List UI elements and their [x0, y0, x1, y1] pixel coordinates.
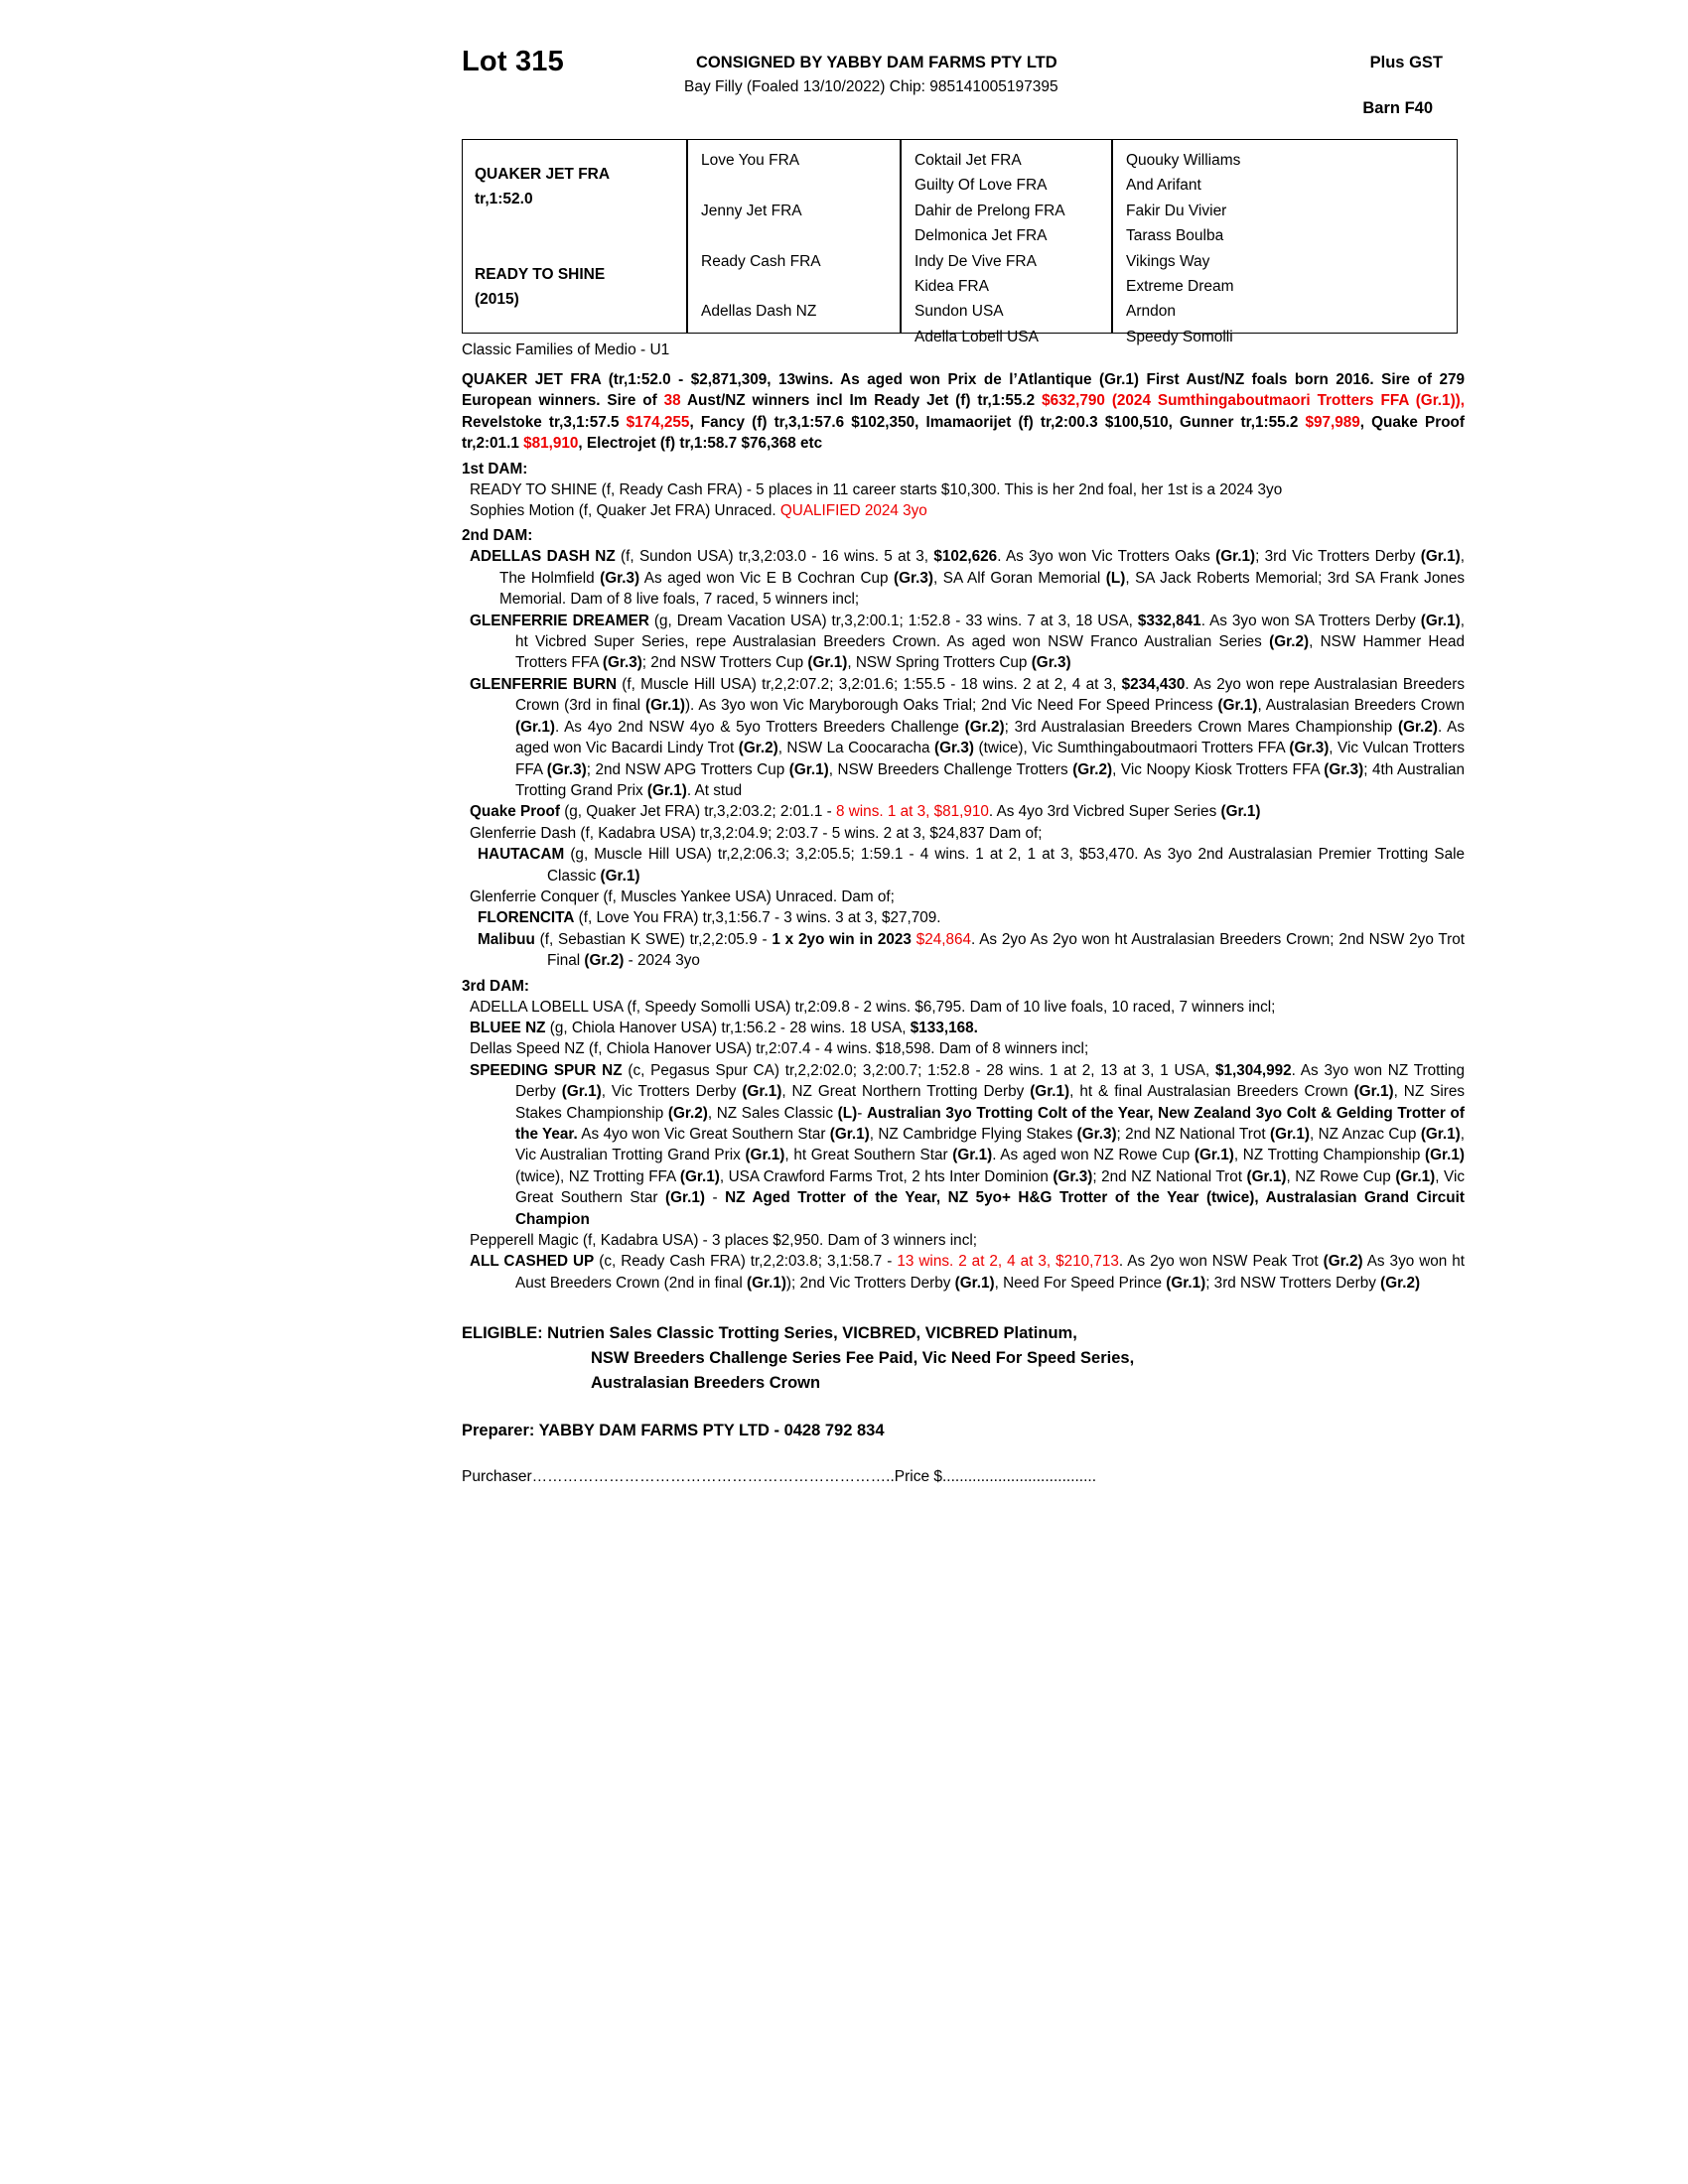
eligible-line-3: Australasian Breeders Crown [591, 1374, 821, 1393]
pedigree-cell: Adella Lobell USA [914, 328, 1039, 345]
eligible-line-1: ELIGIBLE: Nutrien Sales Classic Trotting Series, VICBRED, VICBRED Platinum, [462, 1324, 1077, 1343]
progeny-bluee-nz: BLUEE NZ (g, Chiola Hanover USA) tr,1:56.2 - 28 wins. 18 USA, $133,168. [470, 1019, 978, 1036]
pedigree-cell: Indy De Vive FRA [914, 252, 1037, 270]
progeny-florencita: FLORENCITA (f, Love You FRA) tr,3,1:56.7 - 3 wins. 3 at 3, $27,709. [478, 909, 941, 927]
progeny-hautacam: HAUTACAM (g, Muscle Hill USA) tr,2,2:06.3; 3,2:05.5; 1:59.1 - 4 wins. 1 at 2, 1 at 3, $53,470. As 3yo 2nd Australasian Premier Trotting Sale Classic (Gr.1) [478, 846, 1465, 885]
purchaser-line: Purchaser……………………………………………………………..Price $.................................... [462, 1468, 1097, 1486]
quake-proof-red: 8 wins. 1 at 3, $81,910 [835, 803, 989, 821]
pedigree-divider-2 [900, 140, 902, 333]
sire-text-4: , Fancy (f) tr,3,1:57.6 $102,350, Imamaorijet (f) tr,2:00.3 $100,510, Gunner tr,1:55.2 [689, 413, 1306, 431]
malibuu-red: $24,864 [915, 930, 971, 948]
pedigree-sire-name: QUAKER JET FRA [475, 166, 611, 183]
progeny-all-cashed-up: ALL CASHED UP (c, Ready Cash FRA) tr,2,2:03.8; 3,1:58.7 - 13 wins. 2 at 2, 4 at 3, $210,713. As 2yo won NSW Peak Trot (Gr.2) As 3yo won ht Aust Breeders Crown (2nd in final (Gr.1)); 2nd Vic Trotters Derby (Gr.1), Need For Speed Prince (Gr.1); 3rd NSW Trotters Derby (Gr.2) [470, 1253, 1465, 1292]
pedigree-cell: Love You FRA [701, 152, 800, 169]
pedigree-dam-name: READY TO SHINE [475, 266, 606, 283]
pedigree-cell: Speedy Somolli [1126, 328, 1233, 345]
pedigree-column-2 [701, 148, 821, 325]
qualified-note: QUALIFIED 2024 3yo [779, 502, 927, 520]
pedigree-cell: Vikings Way [1126, 252, 1210, 270]
pedigree-table [462, 139, 1458, 345]
third-dam-entry: ADELLA LOBELL USA (f, Speedy Somolli USA) tr,2:09.8 - 2 wins. $6,795. Dam of 10 live foals, 10 raced, 7 winners incl; [470, 998, 1276, 1016]
first-dam-entry: READY TO SHINE (f, Ready Cash FRA) - 5 places in 11 career starts $10,300. This is her 2nd foal, her 1st is a 2024 3yo [470, 480, 1283, 498]
progeny-pepperell-magic: Pepperell Magic (f, Kadabra USA) - 3 places $2,950. Dam of 3 winners incl; [470, 1232, 977, 1250]
pedigree-cell: Guilty Of Love FRA [914, 177, 1048, 195]
pedigree-divider-3 [1111, 140, 1113, 333]
classic-families-line: Classic Families of Medio - U1 [462, 341, 670, 358]
second-dam-heading: 2nd DAM: [462, 527, 533, 545]
pedigree-cell: Arndon [1126, 303, 1176, 321]
pedigree-cell: Fakir Du Vivier [1126, 202, 1227, 219]
sire-red-5: $81,910 [523, 435, 579, 453]
pedigree-sire-cell [475, 162, 610, 212]
pedigree-cell: Jenny Jet FRA [701, 202, 802, 219]
pedigree-column-4 [1126, 148, 1240, 349]
sire-summary-paragraph [462, 369, 1465, 455]
progeny-malibuu: Malibuu (f, Sebastian K SWE) tr,2,2:05.9 - 1 x 2yo win in 2023 $24,864. As 2yo As 2yo won ht Australasian Breeders Crown; 2nd NSW 2yo Trot Final (Gr.2) - 2024 3yo [478, 930, 1465, 970]
sire-text-6: , Electrojet (f) tr,1:58.7 $76,368 etc [578, 435, 823, 453]
preparer-line: Preparer: YABBY DAM FARMS PTY LTD - 0428 792 834 [462, 1422, 885, 1440]
lot-number: Lot 315 [462, 46, 564, 77]
first-dam-foal-1: Sophies Motion (f, Quaker Jet FRA) Unraced. QUALIFIED 2024 3yo [470, 502, 927, 520]
second-dam-entry: ADELLAS DASH NZ (f, Sundon USA) tr,3,2:03.0 - 16 wins. 5 at 3, $102,626. As 3yo won Vic Trotters Oaks (Gr.1); 3rd Vic Trotters Derby (Gr.1), The Holmfield (Gr.3) As aged won Vic E B Cochran Cup (Gr.3), SA Alf Goran Memorial (L), SA Jack Roberts Memorial; 3rd SA Frank Jones Memorial. Dam of 8 live foals, 7 raced, 5 winners incl; [470, 548, 1465, 609]
sire-red-1: 38 [663, 392, 681, 410]
third-dam-heading: 3rd DAM: [462, 977, 529, 995]
sire-text-1: QUAKER JET FRA (tr,1:52.0 - $2,871,309, 13wins. As aged won Prix de l’Atlantique (Gr.1) First Aust/NZ foals born 2016. Sire of 279 European winners. Sire of [462, 371, 1465, 410]
pedigree-cell: Kidea FRA [914, 278, 989, 296]
page-header [462, 46, 1465, 131]
pedigree-cell: Extreme Dream [1126, 278, 1234, 296]
catalogue-sheet [462, 46, 1465, 1486]
sire-text-2: Aust/NZ winners incl Im Ready Jet (f) tr,1:55.2 [680, 392, 1043, 410]
progeny-glenferrie-burn: GLENFERRIE BURN (f, Muscle Hill USA) tr,2,2:07.2; 3,2:01.6; 1:55.5 - 18 wins. 2 at 2, 4 at 3, $234,430. As 2yo won repe Australasian Breeders Crown (3rd in final (Gr.1)). As 3yo won Vic Maryborough Oaks Trial; 2nd Vic Need For Speed Princess (Gr.1), Australasian Breeders Crown (Gr.1). As 4yo 2nd NSW 4yo & 5yo Trotters Breeders Challenge (Gr.2); 3rd Australasian Breeders Crown Mares Championship (Gr.2). As aged won Vic Bacardi Lindy Trot (Gr.2), NSW La Coocaracha (Gr.3) (twice), Vic Sumthingaboutmaori Trotters FFA (Gr.3), Vic Vulcan Trotters FFA (Gr.3); 2nd NSW APG Trotters Cup (Gr.1), NSW Breeders Challenge Trotters (Gr.2), Vic Noopy Kiosk Trotters FFA (Gr.3); 4th Australian Trotting Grand Prix (Gr.1). At stud [470, 675, 1466, 799]
pedigree-cell: Dahir de Prelong FRA [914, 202, 1065, 219]
sire-text-3: Revelstoke tr,3,1:57.5 [462, 413, 627, 431]
progeny-dellas-speed: Dellas Speed NZ (f, Chiola Hanover USA) tr,2:07.4 - 4 wins. $18,598. Dam of 8 winners incl; [470, 1040, 1089, 1058]
all-cashed-up-red: 13 wins. 2 at 2, 4 at 3, $210,713 [897, 1253, 1119, 1271]
animal-description: Bay Filly (Foaled 13/10/2022) Chip: 985141005197395 [684, 78, 1058, 95]
pedigree-spacer [701, 223, 821, 248]
sire-red-3: $174,255 [626, 413, 690, 431]
pedigree-spacer [701, 173, 821, 198]
progeny-glenferrie-conquer: Glenferrie Conquer (f, Muscles Yankee USA) Unraced. Dam of; [470, 887, 895, 905]
pedigree-dam-year: (2015) [475, 291, 519, 309]
pedigree-cell: Delmonica Jet FRA [914, 227, 1048, 245]
pedigree-cell: Ready Cash FRA [701, 252, 821, 270]
first-dam-heading: 1st DAM: [462, 460, 528, 478]
pedigree-cell: Tarass Boulba [1126, 227, 1224, 245]
barn-label: Barn F40 [1362, 99, 1433, 117]
eligible-line-2: NSW Breeders Challenge Series Fee Paid, Vic Need For Speed Series, [591, 1349, 1135, 1368]
pedigree-divider-1 [686, 140, 688, 333]
progeny-glenferrie-dash: Glenferrie Dash (f, Kadabra USA) tr,3,2:04.9; 2:03.7 - 5 wins. 2 at 3, $24,837 Dam of; [470, 824, 1043, 842]
pedigree-cell: Quouky Williams [1126, 152, 1241, 169]
eligible-block [462, 1321, 1465, 1396]
pedigree-cell: Coktail Jet FRA [914, 152, 1022, 169]
pedigree-column-3 [914, 148, 1065, 349]
pedigree-sire-record: tr,1:52.0 [475, 191, 533, 208]
sire-red-2: $632,790 (2024 Sumthingaboutmaori Trotters FFA (Gr.1)), [1042, 392, 1466, 410]
sire-red-4: $97,989 [1305, 413, 1360, 431]
pedigree-spacer [701, 274, 821, 299]
progeny-glenferrie-dreamer: GLENFERRIE DREAMER (g, Dream Vacation USA) tr,3,2:00.1; 1:52.8 - 33 wins. 7 at 3, 18 USA, $332,841. As 3yo won SA Trotters Derby (Gr.1), ht Vicbred Super Series, repe Australasian Breeders Crown. As aged won NSW Franco Australian Series (Gr.2), NSW Hammer Head Trotters FFA (Gr.3); 2nd NSW Trotters Cup (Gr.1), NSW Spring Trotters Cup (Gr.3) [470, 612, 1465, 672]
consignor-line: CONSIGNED BY YABBY DAM FARMS PTY LTD [696, 54, 1057, 71]
pedigree-cell: And Arifant [1126, 177, 1201, 195]
plus-gst-label: Plus GST [1369, 54, 1443, 71]
pedigree-dam-cell [475, 262, 605, 313]
pedigree-cell: Adellas Dash NZ [701, 303, 817, 321]
pedigree-cell: Sundon USA [914, 303, 1004, 321]
progeny-speeding-spur: SPEEDING SPUR NZ (c, Pegasus Spur CA) tr,2,2:02.0; 3,2:00.7; 1:52.8 - 28 wins. 1 at 2, 13 at 3, 1 USA, $1,304,992. As 3yo won NZ Trotting Derby (Gr.1), Vic Trotters Derby (Gr.1), NZ Great Northern Trotting Derby (Gr.1), ht & final Australasian Breeders Crown (Gr.1), NZ Sires Stakes Championship (Gr.2), NZ Sales Classic (L)- Australian 3yo Trotting Colt of the Year, New Zealand 3yo Colt & Gelding Trotter of the Year. As 4yo won Vic Great Southern Star (Gr.1), NZ Cambridge Flying Stakes (Gr.3); 2nd NZ National Trot (Gr.1), NZ Anzac Cup (Gr.1), Vic Australian Trotting Grand Prix (Gr.1), ht Great Southern Star (Gr.1). As aged won NZ Rowe Cup (Gr.1), NZ Trotting Championship (Gr.1) (twice), NZ Trotting FFA (Gr.1), USA Crawford Farms Trot, 2 hts Inter Dominion (Gr.3); 2nd NZ National Trot (Gr.1), NZ Rowe Cup (Gr.1), Vic Great Southern Star (Gr.1) - NZ Aged Trotter of the Year, NZ 5yo+ H&G Trotter of the Year (twice), Australasian Grand Circuit Champion [470, 1061, 1466, 1228]
sire-text-5: , Quake Proof tr,2:01.1 [462, 413, 1465, 453]
progeny-quake-proof: Quake Proof (g, Quaker Jet FRA) tr,3,2:03.2; 2:01.1 - 8 wins. 1 at 3, $81,910. As 4yo 3rd Vicbred Super Series (Gr.1) [470, 803, 1261, 821]
